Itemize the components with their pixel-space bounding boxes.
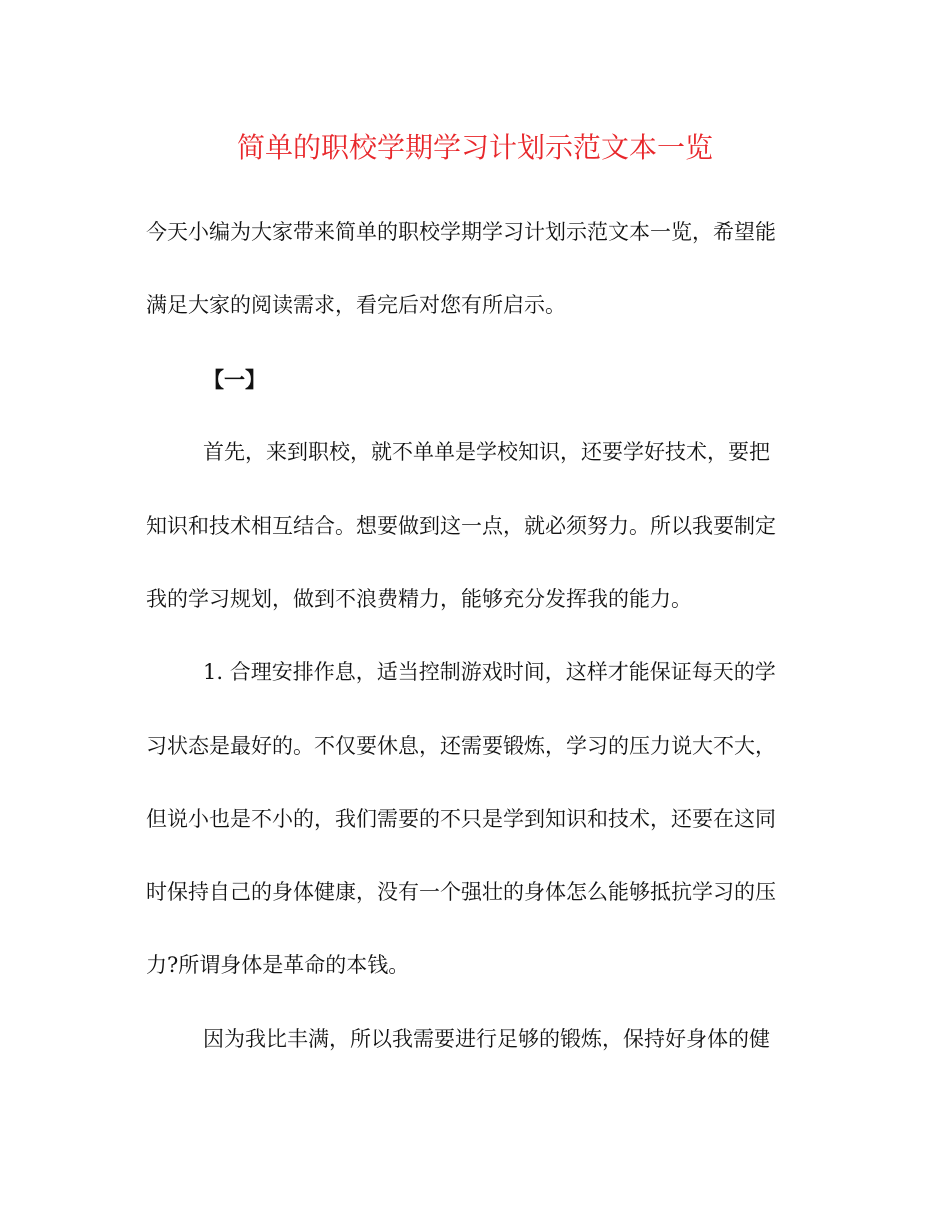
paragraph-2-line-1: 1. 合理安排作息，适当控制游戏时间，这样才能保证每天的学 [203,660,776,684]
paragraph-1-line-1: 首先，来到职校，就不单单是学校知识，还要学好技术，要把 [203,440,770,464]
paragraph-2-line-3: 但说小也是不小的，我们需要的不只是学到知识和技术，还要在这同 [146,807,776,831]
paragraph-3-line-1: 因为我比丰满，所以我需要进行足够的锻炼，保持好身体的健 [203,1027,770,1051]
paragraph-2-line-2: 习状态是最好的。不仅要休息，还需要锻炼，学习的压力说大不大， [146,734,776,758]
paragraph-2-line-5: 力?所谓身体是革命的本钱。 [146,953,410,977]
section-heading-one: 【一】 [203,367,266,392]
paragraph-intro-line-2: 满足大家的阅读需求，看完后对您有所启示。 [146,293,566,317]
paragraph-1-line-3: 我的学习规划，做到不浪费精力，能够充分发挥我的能力。 [146,587,692,611]
paragraph-intro-line-1: 今天小编为大家带来简单的职校学期学习计划示范文本一览，希望能 [146,220,776,244]
paragraph-1-line-2: 知识和技术相互结合。想要做到这一点，就必须努力。所以我要制定 [146,514,776,538]
document-title: 简单的职校学期学习计划示范文本一览 [236,131,713,164]
paragraph-2-line-4: 时保持自己的身体健康，没有一个强壮的身体怎么能够抵抗学习的压 [146,880,776,904]
